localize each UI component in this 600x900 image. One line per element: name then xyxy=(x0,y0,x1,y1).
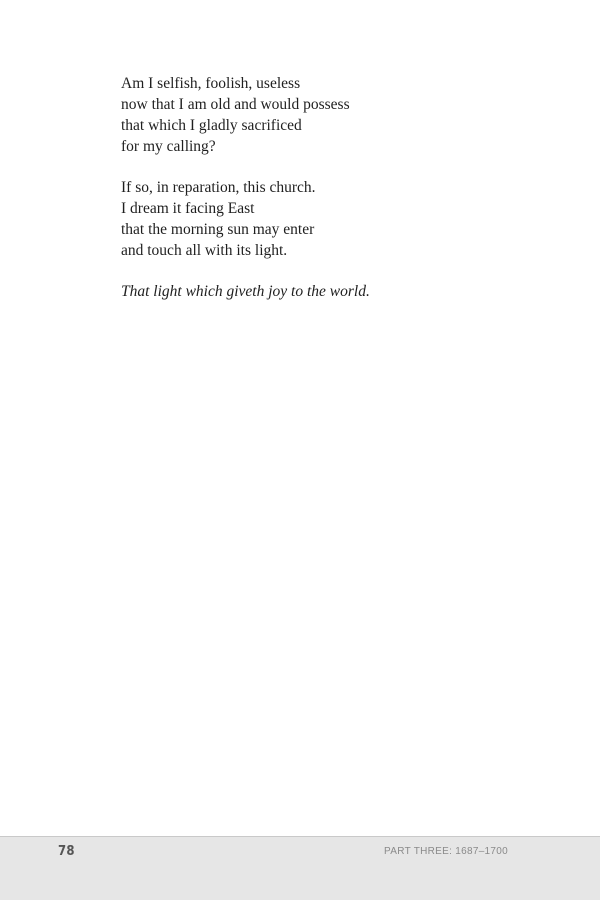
stanza-3 xyxy=(121,281,541,302)
stanza-1 xyxy=(121,73,541,157)
poem-line: I dream it facing East xyxy=(121,200,255,217)
stanza-2 xyxy=(121,177,541,261)
poem-body xyxy=(121,73,541,322)
page-footer xyxy=(0,836,600,900)
poem-line: that the morning sun may enter xyxy=(121,221,315,238)
running-head: PART THREE: 1687–1700 xyxy=(384,846,508,857)
poem-line: Am I selfish, foolish, useless xyxy=(121,75,301,92)
poem-line: and touch all with its light. xyxy=(121,242,288,259)
poem-line: now that I am old and would possess xyxy=(121,96,350,113)
poem-line: for my calling? xyxy=(121,138,216,155)
page-number: 78 xyxy=(58,844,75,859)
poem-line: that which I gladly sacrificed xyxy=(121,117,302,134)
closing-line: That light which giveth joy to the world. xyxy=(121,283,370,300)
poem-line: If so, in reparation, this church. xyxy=(121,179,316,196)
